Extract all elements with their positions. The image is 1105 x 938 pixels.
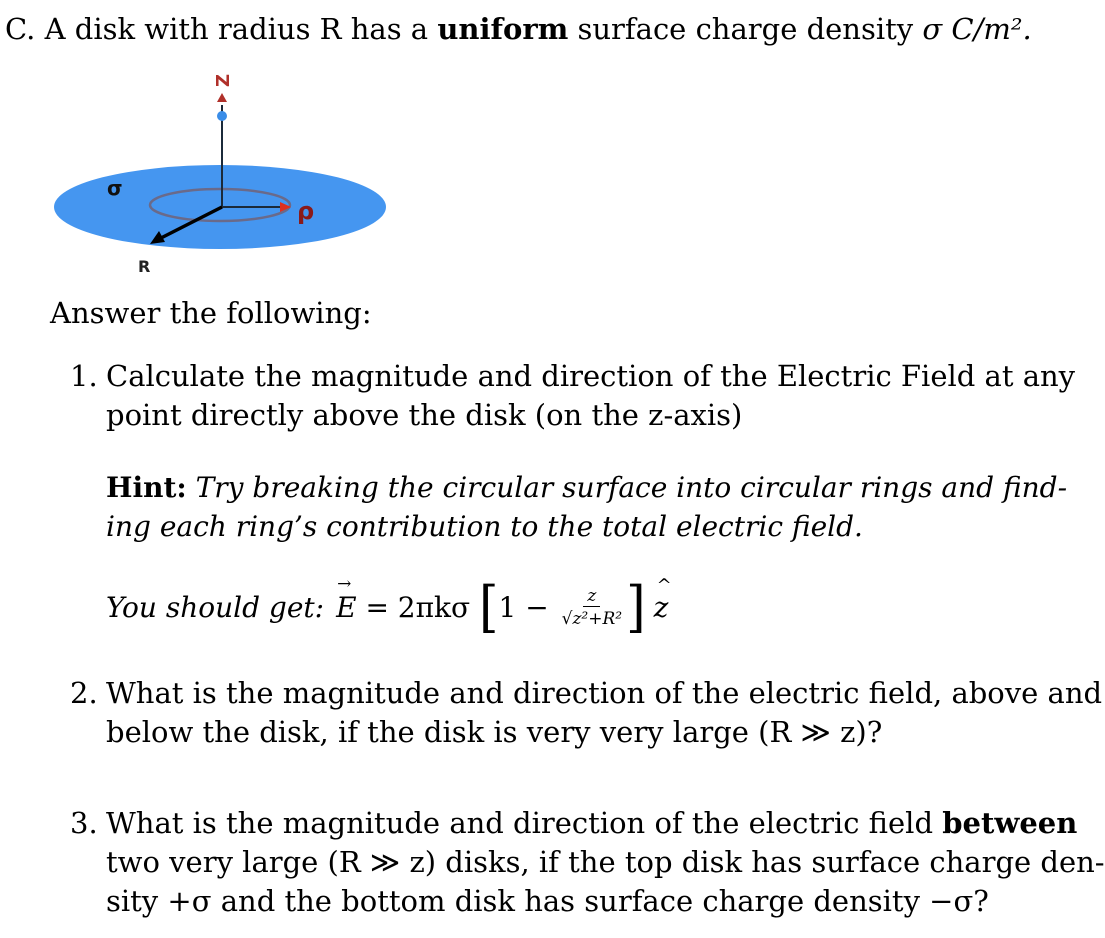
- field-point: [217, 111, 227, 121]
- question-line: below the disk, if the disk is very very large (R ≫ z)?: [106, 715, 883, 749]
- formula-expression: [336, 575, 669, 639]
- hint-label: Hint:: [106, 471, 187, 504]
- formula-one-minus: 1 −: [498, 590, 558, 624]
- z-label: Z: [213, 73, 234, 87]
- rho-label: ρ: [297, 197, 315, 225]
- field-vector-symbol: → E: [336, 591, 356, 624]
- formula-coefficient: = 2πkσ: [356, 590, 480, 624]
- intro-suffix: surface charge density: [568, 12, 923, 46]
- hint-line: ing each ring’s contribution to the total electric field.: [106, 510, 863, 543]
- question-line: Calculate the magnitude and direction of the Electric Field at any: [106, 359, 1076, 393]
- expected-result: [106, 575, 669, 639]
- question-line: What is the magnitude and direction of the electric field: [106, 806, 943, 840]
- charged-disk-diagram: [55, 65, 395, 285]
- question-line: point directly above the disk (on the z-axis): [106, 398, 743, 432]
- answer-heading: Answer the following:: [50, 296, 372, 330]
- question-bold-word: between: [942, 806, 1078, 840]
- intro-prefix: C. A disk with radius R has a: [5, 12, 438, 46]
- hint-block: [106, 468, 1067, 546]
- question-line: sity +σ and the bottom disk has surface charge density −σ?: [106, 884, 989, 918]
- question-line: two very large (R ≫ z) disks, if the top disk has surface charge den-: [106, 845, 1105, 879]
- question-number: 1.: [70, 359, 98, 393]
- formula-fraction: [562, 586, 622, 629]
- sigma-label: σ: [107, 176, 123, 200]
- right-bracket: ]: [626, 575, 646, 639]
- hint-line: Try breaking the circular surface into circular rings and find-: [186, 471, 1068, 504]
- z-unit-vector: ^ z: [654, 591, 669, 624]
- question-line: What is the magnitude and direction of the electric field, above and: [106, 676, 1103, 710]
- radius-label: R: [138, 257, 151, 276]
- question-number: 3.: [70, 806, 98, 840]
- intro-math: σ C/m².: [922, 12, 1032, 46]
- intro-bold: uniform: [437, 12, 569, 46]
- fraction-denominator: √z²+R²: [561, 608, 623, 629]
- intro-line: [5, 12, 1032, 46]
- formula-label: You should get:: [106, 590, 325, 624]
- z-axis-arrowhead: [217, 93, 227, 102]
- question-number: 2.: [70, 676, 98, 710]
- fraction-numerator: z: [583, 586, 600, 607]
- left-bracket: [: [479, 575, 499, 639]
